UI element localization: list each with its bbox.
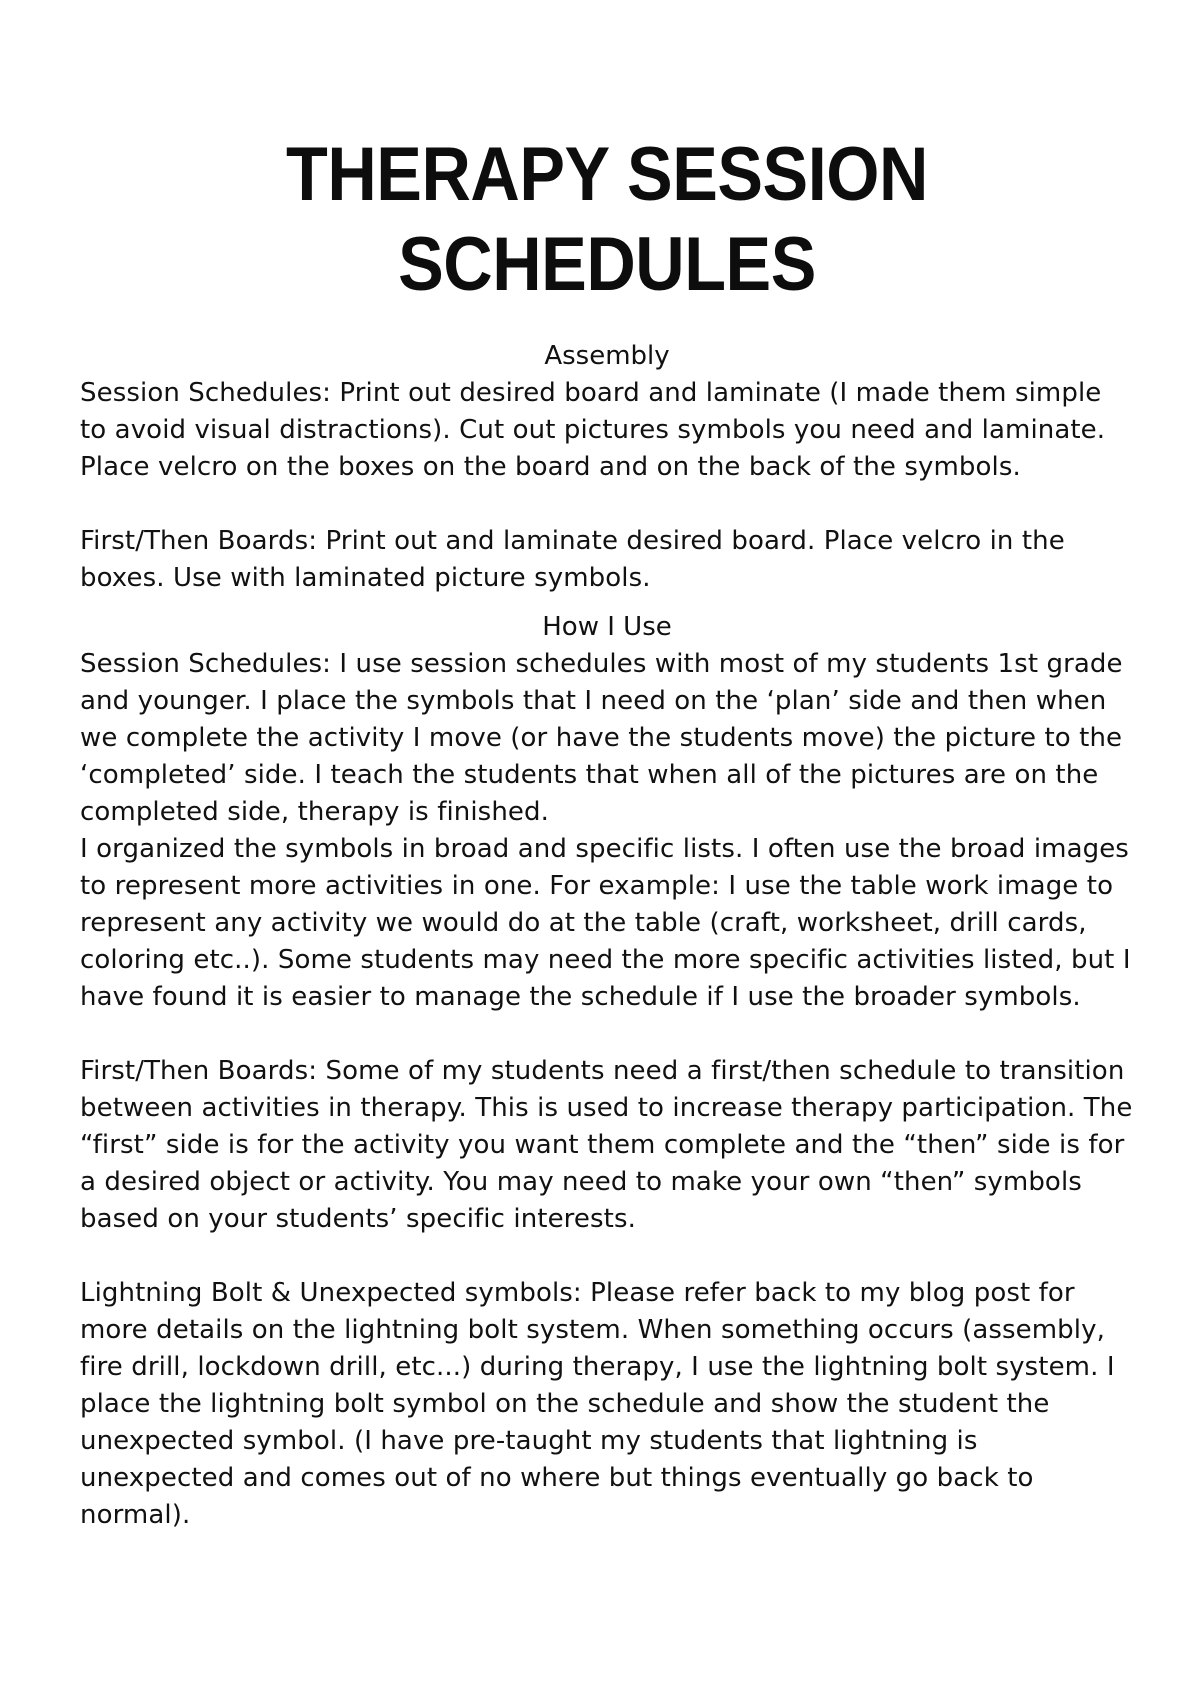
paragraph-spacer xyxy=(80,1016,1134,1053)
paragraph-spacer xyxy=(80,1238,1134,1275)
paragraph-use-symbol-lists: I organized the symbols in broad and specific lists. I often use the broad images to represent more activities in one. For example: I use the table work image to represent any activity we would do at the table (craft, worksheet, drill cards, coloring etc..). Some students may need the more specific activities listed, but I have found it is easier to manage the schedule if I use the broader symbols. xyxy=(80,834,1131,1012)
section-spacer xyxy=(80,597,1134,609)
paragraph-spacer xyxy=(80,486,1134,523)
paragraph-assembly-session-schedules: Session Schedules: Print out desired board and laminate (I made them simple to avoid visual distractions). Cut out pictures symbols you need and laminate. Place velcro on the boxes on the board and on the back of the symbols. xyxy=(80,378,1106,482)
paragraph-use-lightning-bolt: Lightning Bolt & Unexpected symbols: Please refer back to my blog post for more details on the lightning bolt system. When something occurs (assembly, fire drill, lockdown drill, etc...) during therapy, I use the lightning bolt system. I place the lightning bolt symbol on the schedule and show the student the unexpected symbol. (I have pre-taught my students that lightning is unexpected and comes out of no where but things eventually go back to normal). xyxy=(80,1278,1115,1530)
section-heading-assembly: Assembly xyxy=(544,341,670,371)
paragraph-assembly-first-then-boards: First/Then Boards: Print out and laminate desired board. Place velcro in the boxes. Use with laminated picture symbols. xyxy=(80,526,1065,593)
paragraph-use-first-then-boards: First/Then Boards: Some of my students need a first/then schedule to transition between activities in therapy. This is used to increase therapy participation. The “first” side is for the activity you want them complete and the “then” side is for a desired object or activity. You may need to make your own “then” symbols based on your students’ specific interests. xyxy=(80,1056,1133,1234)
section-heading-how-i-use: How I Use xyxy=(542,612,672,642)
document-title: THERAPY SESSION SCHEDULES xyxy=(286,132,928,307)
paragraph-use-session-schedules: Session Schedules: I use session schedules with most of my students 1st grade and younger. I place the symbols that I need on the ‘plan’ side and then when we complete the activity I move (or have the students move) the picture to the ‘completed’ side. I teach the students that when all of the pictures are on the completed side, therapy is finished. xyxy=(80,649,1123,827)
